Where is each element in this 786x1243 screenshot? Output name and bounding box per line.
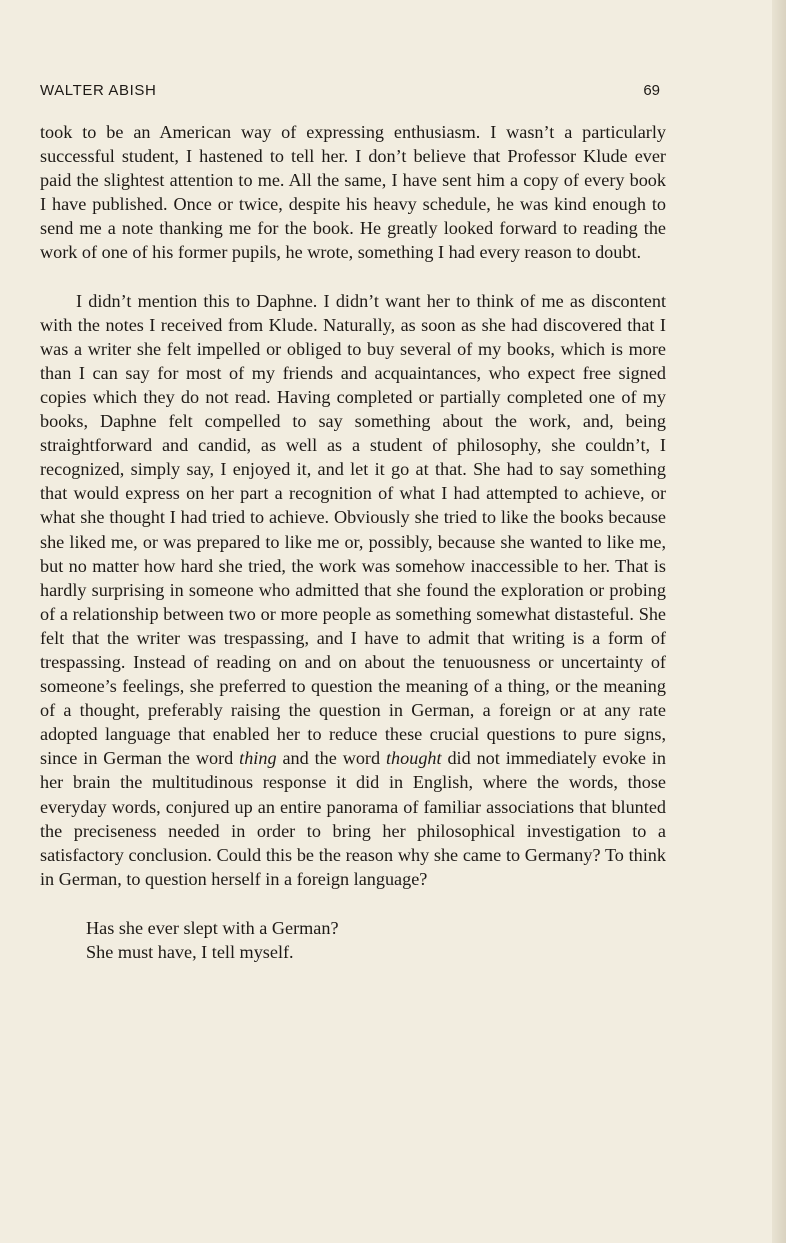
page-edge: [772, 0, 786, 1243]
paragraph-text: and the word: [276, 748, 386, 769]
dialogue-line-answer: She must have, I tell myself.: [86, 942, 294, 962]
page-number: 69: [643, 82, 660, 99]
running-head: [40, 82, 660, 108]
body-text: [40, 120, 666, 964]
paragraph-text: I didn’t mention this to Daphne. I didn’t want her to think of me as discontent with the notes I received from Klude. Naturally, as soon as she had discovered that I was a writer she felt impelled or obliged to buy several of my books, which is more than I can say for most of my friends and acquaintances, who expect free signed copies which they do not read. Having completed or partially completed one of my books, Daphne felt compelled to say something about the work, and, being straightforward and candid, as well as a student of philosophy, she couldn’t, I recognized, simply say, I enjoyed it, and let it go at that. She had to say something that would express on her part a recognition of what I had attempted to achieve, or what she thought I had tried to achieve. Obviously she tried to like the books because she liked me, or was prepared to like me or, possibly, because she wanted to like me, but no matter how hard she tried, the work was somehow inaccessible to her. That is hardly surprising in someone who admitted that she found the exploration or probing of a relationship between two or more people as something somewhat distasteful. She felt that the writer was trespassing, and I have to admit that writing is a form of trespassing. Instead of reading on and on about the tenuousness or uncertainty of someone’s feelings, she preferred to question the meaning of a thing, or the meaning of a thought, preferably raising the question in German, a foreign or at any rate adopted language that enabled her to reduce these crucial questions to pure signs, since in German the word: [40, 290, 666, 769]
italic-word-thought: thought: [385, 748, 442, 769]
author-name: WALTER ABISH: [40, 82, 157, 99]
dialogue-line-question: Has she ever slept with a German?: [86, 917, 339, 938]
paragraph-text: did not immediately evoke in her brain the multitudinous response it did in English, where the words, those everyday words, conjured up an entire panorama of familiar associations that blunted the preciseness needed in order to bring her philosophical investigation to a satisfactory conclusion. Could this be the reason why she came to Germany? To think in German, to question herself in a foreign language?: [40, 748, 666, 889]
italic-word-thing: thing: [239, 748, 277, 769]
paragraph-daphne: [40, 289, 666, 891]
paragraph-continued: took to be an American way of expressing enthusiasm. I wasn’t a particularly successful student, I hastened to tell her. I don’t believe that Professor Klude ever paid the slightest attention to me. All the same, I have sent him a copy of every book I have published. Once or twice, despite his heavy schedule, he was kind enough to send me a note thanking me for the book. He greatly looked forward to reading the work of one of his former pupils, he wrote, something I had every reason to doubt.: [40, 122, 666, 263]
